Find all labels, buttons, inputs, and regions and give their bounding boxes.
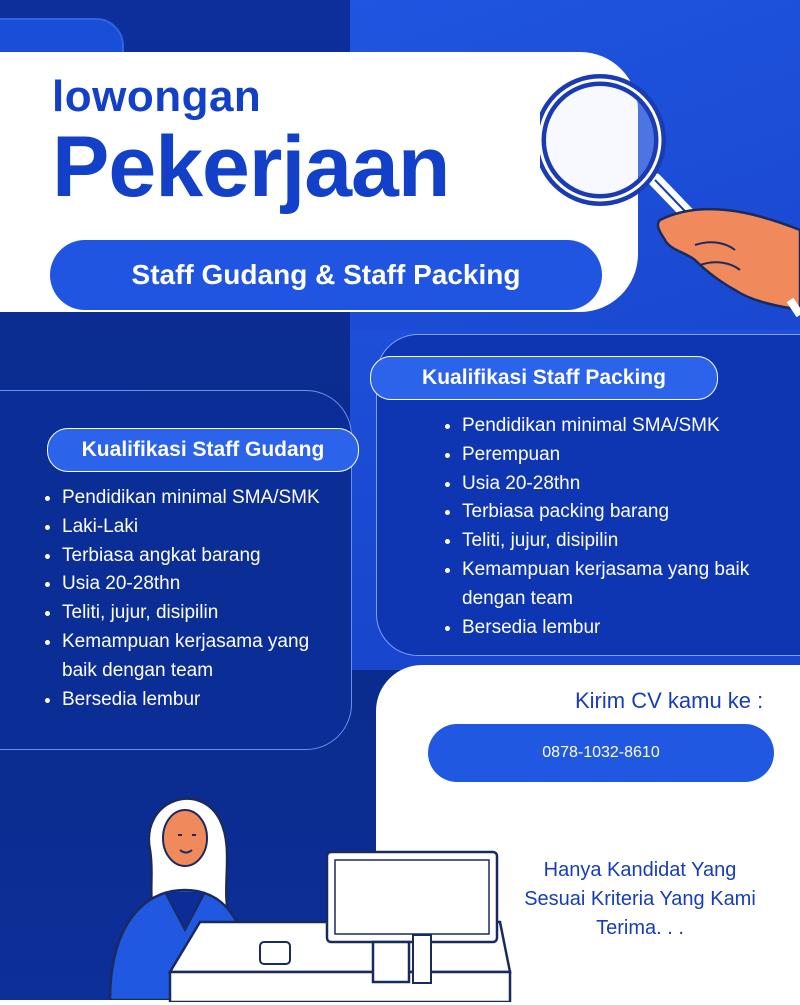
list-item: • Teliti, jujur, disipilin: [462, 527, 772, 556]
positions-pill: Staff Gudang & Staff Packing: [50, 240, 602, 310]
gudang-list: [40, 484, 332, 714]
list-item: • Laki-Laki: [62, 513, 332, 542]
hand-illustration: [640, 190, 800, 330]
list-item: • Terbiasa angkat barang: [62, 542, 332, 571]
list-item: • Bersedia lembur: [462, 614, 772, 643]
monitor-illustration: [325, 850, 505, 990]
send-cv-label: Kirim CV kamu ke :: [575, 688, 764, 713]
note-line: Terima. . .: [596, 917, 684, 939]
title-small: lowongan: [52, 72, 262, 121]
list-item: • Kemampuan kerjasama yang baik dengan team: [62, 628, 332, 686]
list-item: • Kemampuan kerjasama yang baik dengan team: [462, 556, 772, 614]
phone-number[interactable]: 0878-1032-8610: [428, 724, 774, 782]
list-item: • Terbiasa packing barang: [462, 498, 772, 527]
packing-list: [440, 412, 772, 642]
candidate-note: [500, 856, 780, 943]
list-item: • Bersedia lembur: [62, 686, 332, 715]
list-item: • Pendidikan minimal SMA/SMK: [62, 484, 332, 513]
packing-heading: Kualifikasi Staff Packing: [370, 356, 718, 400]
list-item: • Teliti, jujur, disipilin: [62, 599, 332, 628]
list-item: • Pendidikan minimal SMA/SMK: [462, 412, 772, 441]
list-item: • Usia 20-28thn: [62, 570, 332, 599]
gudang-heading: Kualifikasi Staff Gudang: [47, 428, 359, 472]
note-line: Sesuai Kriteria Yang Kami: [524, 888, 756, 910]
note-line: Hanya Kandidat Yang: [543, 859, 737, 881]
list-item: • Perempuan: [462, 441, 772, 470]
title-big: Pekerjaan: [52, 119, 450, 215]
list-item: • Usia 20-28thn: [462, 470, 772, 499]
